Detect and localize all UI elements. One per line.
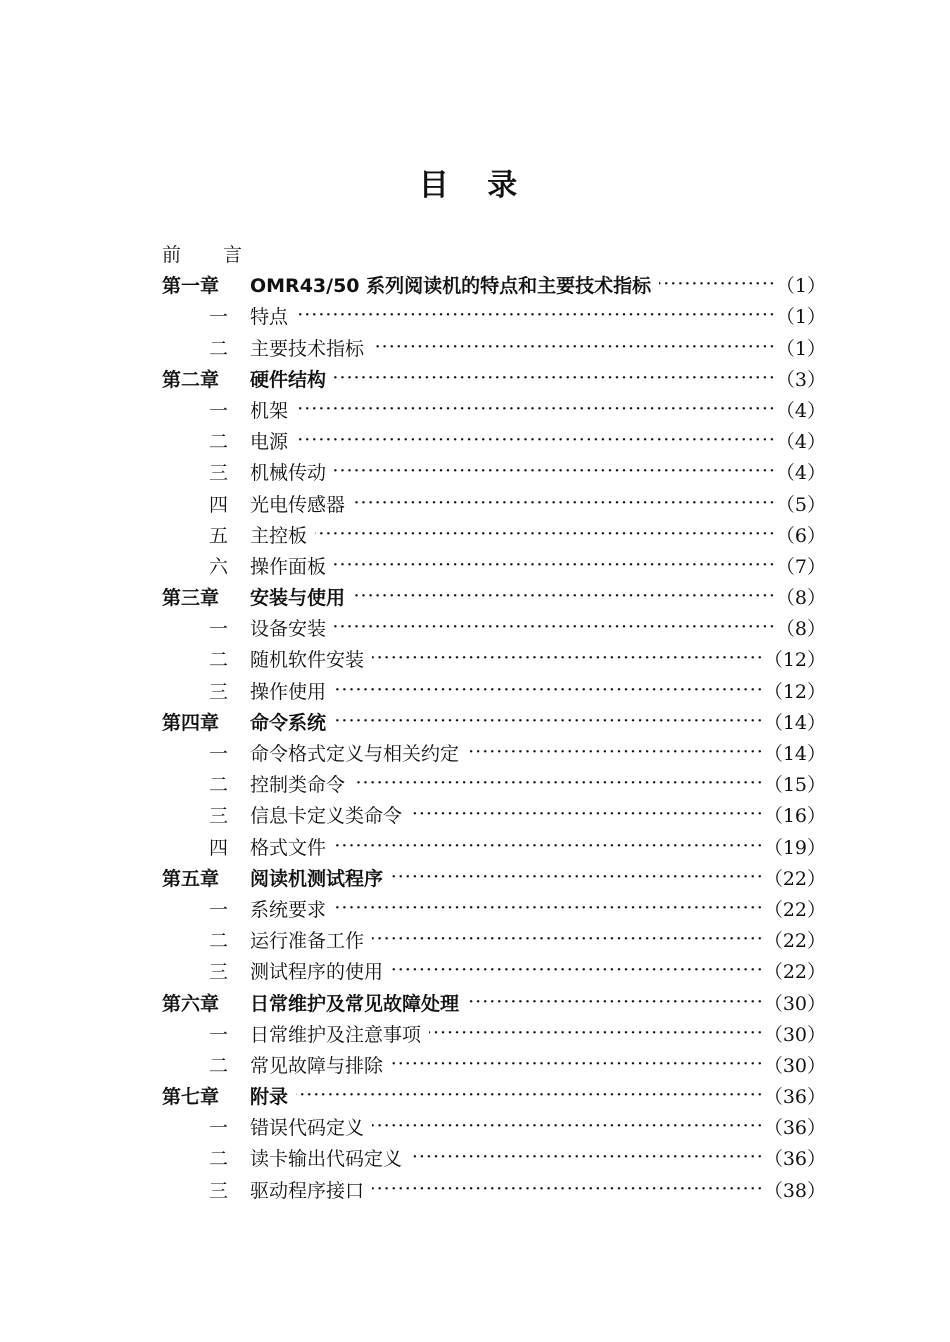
toc-entry-page: （7）: [775, 555, 826, 578]
toc-chapter-row[interactable]: [162, 583, 826, 614]
dot-leader: [372, 647, 764, 666]
toc-entry-page: （1）: [775, 337, 826, 360]
toc-entry-title: 常见故障与排除: [250, 1054, 384, 1077]
toc-entry-page: （36）: [763, 1117, 826, 1140]
toc-chapter-row[interactable]: [162, 708, 826, 739]
toc-entry-number: 第三章: [162, 587, 220, 610]
toc-entry-title: 设备安装: [250, 618, 327, 641]
toc-entry-number: 三: [208, 680, 228, 703]
toc-entry-title: 附录: [250, 1086, 289, 1109]
toc-section-row[interactable]: [162, 1113, 826, 1144]
toc-entry-number: 五: [208, 524, 228, 547]
toc-entry-number: 二: [208, 337, 228, 360]
toc-entry-number: 二: [208, 649, 228, 672]
toc-entry-page: （4）: [775, 431, 826, 454]
toc-entry-page: （22）: [763, 898, 826, 921]
dot-leader: [334, 897, 764, 916]
toc-section-row[interactable]: [162, 458, 826, 489]
toc-entry-title: 系统要求: [250, 898, 327, 921]
toc-entry-page: （22）: [763, 961, 826, 984]
dot-leader: [467, 741, 764, 760]
toc-entry-page: （8）: [775, 618, 826, 641]
toc-entry-number: 第六章: [162, 992, 220, 1015]
toc-entry-title: 运行准备工作: [250, 930, 365, 953]
toc-entry-title: 操作使用: [250, 680, 327, 703]
toc-entry-number: 二: [208, 774, 228, 797]
toc-entry-title: 主控板: [250, 524, 308, 547]
toc-entry-title: 驱动程序接口: [250, 1179, 365, 1202]
toc-entry-number: 三: [208, 805, 228, 828]
toc-entry-page: （30）: [763, 1023, 826, 1046]
dot-leader: [296, 1084, 764, 1103]
toc-entry-title: 特点: [250, 306, 289, 329]
toc-entry-page: （8）: [775, 587, 826, 610]
dot-leader: [334, 460, 776, 479]
toc-entry-title: 格式文件: [250, 836, 327, 859]
dot-leader: [467, 991, 764, 1010]
dot-leader: [372, 1178, 764, 1197]
toc-entry-number: 六: [208, 555, 228, 578]
toc-chapter-row[interactable]: [162, 989, 826, 1020]
toc-entry-number: 一: [208, 399, 228, 422]
dot-leader: [429, 1022, 764, 1041]
toc-entry-number: 二: [208, 431, 228, 454]
toc-entry-title: 主要技术指标: [250, 337, 365, 360]
toc-entry-title: 测试程序的使用: [250, 961, 384, 984]
toc-entry-page: （15）: [763, 774, 826, 797]
toc-entry-page: （5）: [775, 493, 826, 516]
toc-entry-page: （22）: [763, 867, 826, 890]
dot-leader: [391, 959, 764, 978]
dot-leader: [372, 336, 776, 355]
toc-entry-number: 一: [208, 1023, 228, 1046]
dot-leader: [410, 803, 764, 822]
toc-entry-page: （1）: [775, 275, 826, 298]
toc-entry-page: （19）: [763, 836, 826, 859]
dot-leader: [296, 429, 776, 448]
toc-entry-title: 信息卡定义类命令: [250, 805, 403, 828]
toc-section-row[interactable]: [162, 1144, 826, 1175]
toc-entry-number: 二: [208, 1148, 228, 1171]
toc-entry-number: 一: [208, 1117, 228, 1140]
toc-section-row[interactable]: [162, 645, 826, 676]
dot-leader: [334, 554, 776, 573]
toc-entry-title: 电源: [250, 431, 289, 454]
dot-leader: [659, 273, 776, 292]
toc-entry-title: 读卡输出代码定义: [250, 1148, 403, 1171]
toc-entry-number: 第四章: [162, 711, 220, 734]
dot-leader: [296, 398, 776, 417]
toc-entry-number: 一: [208, 618, 228, 641]
toc-chapter-row[interactable]: [162, 864, 826, 895]
toc-entry-page: （4）: [775, 462, 826, 485]
toc-section-row[interactable]: [162, 302, 826, 333]
toc-chapter-row[interactable]: [162, 365, 826, 396]
toc-entry-page: （36）: [763, 1148, 826, 1171]
toc-entry-title: 光电传感器: [250, 493, 346, 516]
toc-section-row[interactable]: [162, 427, 826, 458]
toc-entry-page: （36）: [763, 1086, 826, 1109]
toc-chapter-row[interactable]: [162, 1082, 826, 1113]
toc-entry-number: 三: [208, 1179, 228, 1202]
toc-entry-page: （1）: [775, 306, 826, 329]
dot-leader: [334, 679, 764, 698]
toc-entry-number: 第二章: [162, 368, 220, 391]
toc-entry-page: （4）: [775, 399, 826, 422]
toc-entry-number: 二: [208, 1054, 228, 1077]
toc-section-row[interactable]: [162, 895, 826, 926]
dot-leader: [410, 1146, 764, 1165]
toc-preface: [162, 240, 826, 271]
toc-section-row[interactable]: [162, 490, 826, 521]
preface-label: 前 言: [162, 244, 261, 266]
toc-entry-title: 阅读机测试程序: [250, 867, 384, 890]
toc-entry-title: 命令格式定义与相关约定: [250, 743, 460, 765]
toc-entry-page: （30）: [763, 1054, 826, 1077]
toc-section-row[interactable]: [162, 801, 826, 832]
toc-entry-page: （16）: [763, 805, 826, 828]
dot-leader: [334, 710, 764, 729]
toc-section-row[interactable]: [162, 552, 826, 583]
toc-section-row[interactable]: [162, 334, 826, 365]
toc-entry-title: 日常维护及注意事项: [250, 1023, 422, 1046]
toc-section-row[interactable]: [162, 677, 826, 708]
table-of-contents: [162, 240, 826, 1207]
toc-entry-title: OMR43/50 系列阅读机的特点和主要技术指标: [250, 275, 652, 298]
toc-section-row[interactable]: [162, 833, 826, 864]
dot-leader: [315, 523, 776, 542]
toc-entry-page: （12）: [763, 649, 826, 672]
dot-leader: [334, 367, 776, 386]
toc-entry-title: 命令系统: [250, 711, 327, 734]
toc-entry-page: （6）: [775, 524, 826, 547]
toc-section-row[interactable]: [162, 1051, 826, 1082]
toc-section-row[interactable]: [162, 926, 826, 957]
toc-section-row[interactable]: [162, 1020, 826, 1051]
toc-entry-page: （38）: [763, 1179, 826, 1202]
dot-leader: [353, 772, 764, 791]
dot-leader: [334, 616, 776, 635]
toc-entry-number: 二: [208, 930, 228, 953]
toc-section-row[interactable]: [162, 770, 826, 801]
dot-leader: [372, 1115, 764, 1134]
toc-section-row[interactable]: [162, 396, 826, 427]
toc-entry-page: （14）: [763, 743, 826, 765]
toc-entry-page: （14）: [763, 711, 826, 734]
toc-entry-title: 操作面板: [250, 555, 327, 578]
toc-entry-page: （3）: [775, 368, 826, 391]
dot-leader: [353, 492, 776, 511]
toc-entry-number: 第五章: [162, 867, 220, 890]
toc-entry-title: 硬件结构: [250, 368, 327, 391]
toc-entry-title: 错误代码定义: [250, 1117, 365, 1140]
toc-entry-title: 机械传动: [250, 462, 327, 485]
dot-leader: [334, 835, 764, 854]
toc-entry-number: 四: [208, 493, 228, 516]
dot-leader: [391, 866, 764, 885]
toc-entry-number: 四: [208, 836, 228, 859]
toc-entry-title: 机架: [250, 399, 289, 422]
toc-section-row[interactable]: [162, 614, 826, 645]
toc-section-row[interactable]: [162, 957, 826, 988]
toc-section-row[interactable]: [162, 521, 826, 552]
toc-entry-number: 一: [208, 306, 228, 329]
toc-entry-page: （22）: [763, 930, 826, 953]
toc-entry-title: 日常维护及常见故障处理: [250, 992, 460, 1015]
toc-entry-number: 三: [208, 462, 228, 485]
page-title: 目 录: [418, 168, 532, 203]
toc-entry-title: 控制类命令: [250, 774, 346, 797]
toc-entry-page: （12）: [763, 680, 826, 703]
toc-entry-page: （30）: [763, 992, 826, 1015]
toc-entry-number: 第七章: [162, 1086, 220, 1109]
dot-leader: [372, 928, 764, 947]
toc-entry-number: 一: [208, 743, 228, 765]
toc-chapter-row[interactable]: [162, 271, 826, 302]
toc-entry-title: 安装与使用: [250, 587, 346, 610]
toc-entry-title: 随机软件安装: [250, 649, 365, 672]
toc-entry-number: 第一章: [162, 275, 220, 298]
dot-leader: [391, 1053, 764, 1072]
dot-leader: [353, 585, 776, 604]
dot-leader: [296, 304, 776, 323]
toc-entry-number: 三: [208, 961, 228, 984]
toc-section-row[interactable]: [162, 1176, 826, 1207]
toc-entry-number: 一: [208, 898, 228, 921]
toc-section-row[interactable]: [162, 739, 826, 770]
